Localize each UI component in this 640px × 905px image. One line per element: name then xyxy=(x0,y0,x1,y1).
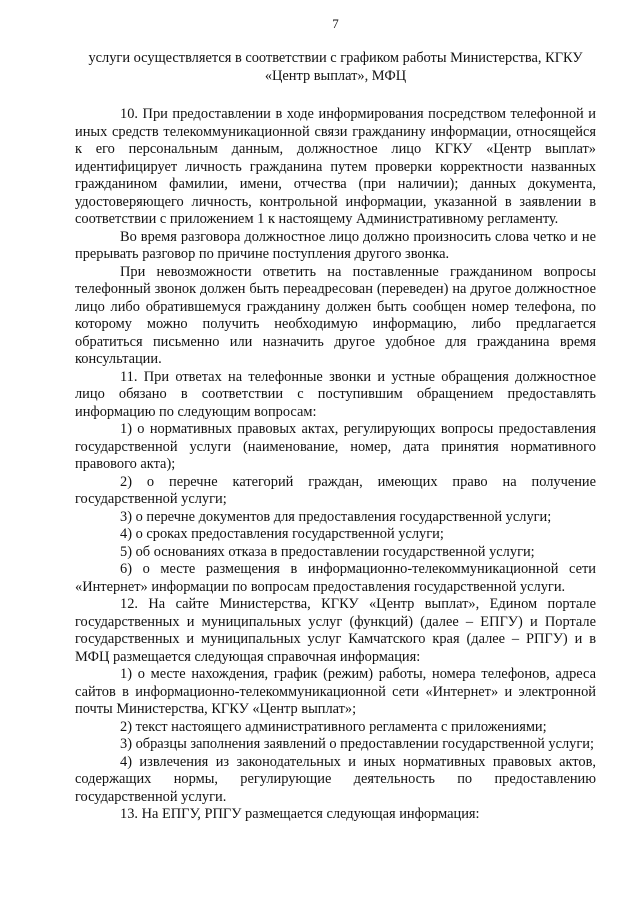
list-item-11-6: 6) о месте размещения в информационно-телекоммуникационной сети «Интернет» информации по вопросам предоставления государственной услуги. xyxy=(75,561,596,595)
paragraph-13: 13. На ЕПГУ, РПГУ размещается следующая информация: xyxy=(120,806,480,822)
list-item-11-3: 3) о перечне документов для предоставления государственной услуги; xyxy=(120,508,552,525)
list-item-12-4: 4) извлечения из законодательных и иных нормативных правовых актов, содержащих нормы, регулирующие деятельность по предоставлению государственной услуги. xyxy=(75,753,596,805)
list-item-12-1: 1) о месте нахождения, график (режим) работы, номера телефонов, адреса сайтов в информационно-телекоммуникационной сети «Интернет» и электронной почты Министерства, КГКУ «Центр выплат»; xyxy=(75,666,596,717)
paragraph-10: 10. При предоставлении в ходе информирования посредством телефонной и иных средств телекоммуникационной связи гражданину информации, относящейся к его персональным данным, должностное лицо КГКУ «Центр выплат» идентифицирует личность гражданина путем проверки корректности названных гражданином фамилии, имени, отчества (при наличии); данных документа, удостоверяющего личность, контрольной информации, указанной в заявлении в соответствии с приложением 1 к настоящему Административному регламенту. xyxy=(75,106,596,227)
list-item-12-2: 2) текст настоящего административного регламента с приложениями; xyxy=(120,718,547,735)
paragraph-11: 11. При ответах на телефонные звонки и устные обращения должностное лицо обязано в соответствии с поступившим обращением предоставлять информацию по следующим вопросам: xyxy=(75,368,596,420)
list-item-11-4: 4) о сроках предоставления государственной услуги; xyxy=(120,526,444,542)
list-item-11-5: 5) об основаниях отказа в предоставлении государственной услуги; xyxy=(120,543,535,560)
paragraph-12: 12. На сайте Министерства, КГКУ «Центр выплат», Едином портале государственных и муниципальных услуг (функций) (далее – ЕПГУ) и Портале государственных и муниципальных услуг Камчатского края (далее – РПГУ) и в МФЦ размещается следующая справочная информация: xyxy=(75,596,596,665)
paragraph-call-redirect: При невозможности ответить на поставленные гражданином вопросы телефонный звонок должен быть переадресован (переведен) на другое должностное лицо либо обратившемуся гражданину должен быть сообщен номер телефона, по которому можно получить необходимую информацию, либо предлагается обратиться письменно или назначить другое удобное для гражданина время консультации. xyxy=(75,263,596,367)
continuation-header: услуги осуществляется в соответствии с графиком работы Министерства, КГКУ «Центр выплат», МФЦ xyxy=(88,50,583,84)
page-number: 7 xyxy=(332,16,339,31)
list-item-11-2: 2) о перечне категорий граждан, имеющих право на получение государственной услуги; xyxy=(75,473,596,507)
paragraph-call-manners: Во время разговора должностное лицо должно произносить слова четко и не прерывать разговор по причине поступления другого звонка. xyxy=(75,228,596,262)
list-item-12-3: 3) образцы заполнения заявлений о предоставлении государственной услуги; xyxy=(120,736,594,752)
document-body xyxy=(75,106,596,824)
list-item-11-1: 1) о нормативных правовых актах, регулирующих вопросы предоставления государственной услуги (наименование, номер, дата принятия нормативного правового акта); xyxy=(75,421,596,472)
